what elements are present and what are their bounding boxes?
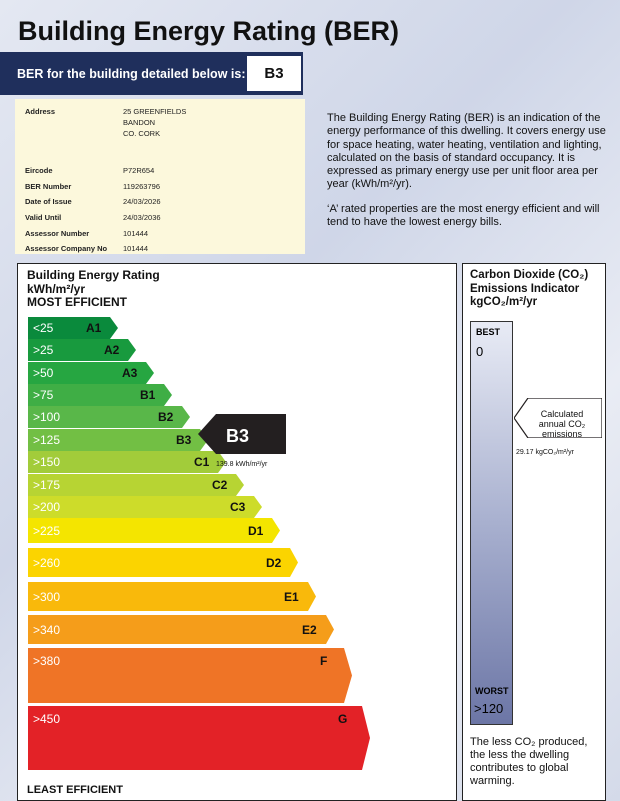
assessor-number-value: 101444: [123, 229, 149, 238]
rating-band-e2: [28, 615, 334, 644]
ber-number-label: BER Number: [25, 182, 72, 191]
rating-band-letter: A1: [86, 321, 102, 335]
co2-best-value: 0: [476, 344, 484, 359]
rating-band-range: >200: [33, 500, 61, 514]
rating-band-letter: B3: [176, 433, 192, 447]
rating-band-letter: D2: [266, 555, 282, 570]
co2-title: [470, 269, 600, 310]
rating-energy-value: 139.8 kWh/m²/yr: [216, 461, 268, 468]
rating-band-f: [28, 648, 352, 703]
assessor-company-label: Assessor Company No: [25, 244, 108, 253]
co2-footer: The less CO₂ produced, the less the dwelling contributes to global warming.: [470, 736, 588, 787]
rating-band-letter: C1: [194, 455, 210, 469]
rating-band-range: >125: [33, 433, 61, 447]
co2-calc-line-1: Calculated: [540, 409, 584, 419]
rating-band-a3: [28, 362, 154, 384]
assessor-company-value: 101444: [123, 244, 149, 253]
rating-band-b2: [28, 406, 190, 428]
co2-worst-value: >120: [474, 701, 504, 716]
co2-best-label: BEST: [476, 327, 501, 337]
rating-band-letter: E2: [302, 622, 317, 637]
co2-calc-label: [525, 409, 599, 439]
rating-pointer-value: B3: [226, 426, 250, 446]
rating-band-range: >450: [33, 712, 61, 726]
rating-band-letter: G: [338, 712, 348, 726]
valid-until-label: Valid Until: [25, 213, 62, 222]
address-line-2: BANDON: [123, 118, 156, 127]
address-line-1: 25 GREENFIELDS: [123, 107, 187, 116]
least-efficient-label: LEAST EFFICIENT: [27, 784, 123, 796]
energy-rating-chart: [17, 263, 457, 801]
rating-band-letter: B1: [140, 388, 156, 402]
rating-band-range: >150: [33, 455, 61, 469]
ber-banner: [0, 52, 303, 95]
rating-band-b1: [28, 384, 172, 406]
info-paragraph-2: ‘A’ rated properties are the most energy efficient and will tend to have the lowest energy bills.: [327, 203, 600, 229]
rating-band-letter: C2: [212, 478, 228, 492]
rating-band-range: >380: [33, 654, 61, 668]
rating-band-range: >100: [33, 410, 61, 424]
co2-worst-label: WORST: [475, 686, 509, 696]
ber-banner-label: BER for the building detailed below is:: [17, 67, 246, 81]
date-issue-value: 24/03/2026: [123, 197, 161, 206]
chart-title-line-3: MOST EFFICIENT: [27, 295, 127, 309]
co2-calc-line-3: emissions: [541, 429, 582, 439]
co2-title-line-3: kgCO₂/m²/yr: [470, 296, 538, 308]
eircode-value: P72R654: [123, 166, 155, 175]
assessor-number-label: Assessor Number: [25, 229, 90, 238]
ber-banner-box: [247, 56, 301, 91]
co2-title-line-2: Emissions Indicator: [470, 282, 580, 295]
chart-title: [27, 269, 160, 310]
rating-band-range: >75: [33, 388, 54, 402]
eircode-label: Eircode: [25, 166, 53, 175]
rating-band-range: >300: [33, 589, 61, 604]
address-line-3: CO. CORK: [123, 129, 161, 138]
ber-number-value: 119263796: [123, 182, 160, 191]
valid-until-value: 24/03/2036: [123, 213, 161, 222]
rating-band-c1: [28, 451, 226, 473]
rating-band-range: >25: [33, 343, 54, 357]
co2-scale-bar: [470, 321, 513, 725]
rating-band-e1: [28, 582, 316, 611]
rating-band-a1: [28, 317, 118, 339]
chart-title-line-1: Building Energy Rating: [27, 268, 160, 282]
rating-band-range: >175: [33, 478, 61, 492]
rating-band-letter: A2: [104, 343, 120, 357]
details-box: [15, 99, 305, 254]
rating-band-range: >225: [33, 523, 61, 538]
co2-title-line-1: Carbon Dioxide (CO₂): [470, 269, 589, 281]
co2-value: 29.17 kgCO₂/m²/yr: [516, 449, 574, 456]
rating-band-letter: E1: [284, 589, 299, 604]
rating-band-b3: [28, 429, 208, 451]
rating-band-range: >50: [33, 366, 54, 380]
date-issue-label: Date of Issue: [25, 197, 72, 206]
rating-band-c3: [28, 496, 262, 518]
ber-banner-value: B3: [264, 65, 284, 82]
rating-band-letter: B2: [158, 410, 174, 424]
rating-band-range: <25: [33, 321, 54, 335]
co2-calc-line-2: annual CO₂: [538, 419, 586, 429]
rating-band-c2: [28, 474, 244, 496]
rating-band-letter: C3: [230, 500, 246, 514]
address-label: Address: [25, 107, 56, 116]
chart-title-line-2: kWh/m²/yr: [27, 281, 86, 296]
rating-band-range: >260: [33, 555, 61, 570]
rating-band-range: >340: [33, 622, 61, 637]
page-title: Building Energy Rating (BER): [18, 16, 399, 46]
rating-band-letter: A3: [122, 366, 138, 380]
rating-band-g: [28, 706, 370, 770]
rating-band-d2: [28, 548, 298, 577]
rating-band-a2: [28, 339, 136, 361]
rating-band-letter: F: [320, 654, 328, 668]
info-paragraph-1: The Building Energy Rating (BER) is an indication of the energy performance of this dwelling. It covers energy use for space heating, water heating, ventilation and lighting, calculated on the basis of standard occupancy. It is expressed as primary energy use per unit floor area per year (kWh/m²/yr).: [327, 112, 606, 191]
co2-panel: [462, 263, 606, 801]
rating-band-letter: D1: [248, 523, 264, 538]
rating-band-d1: [28, 518, 280, 543]
